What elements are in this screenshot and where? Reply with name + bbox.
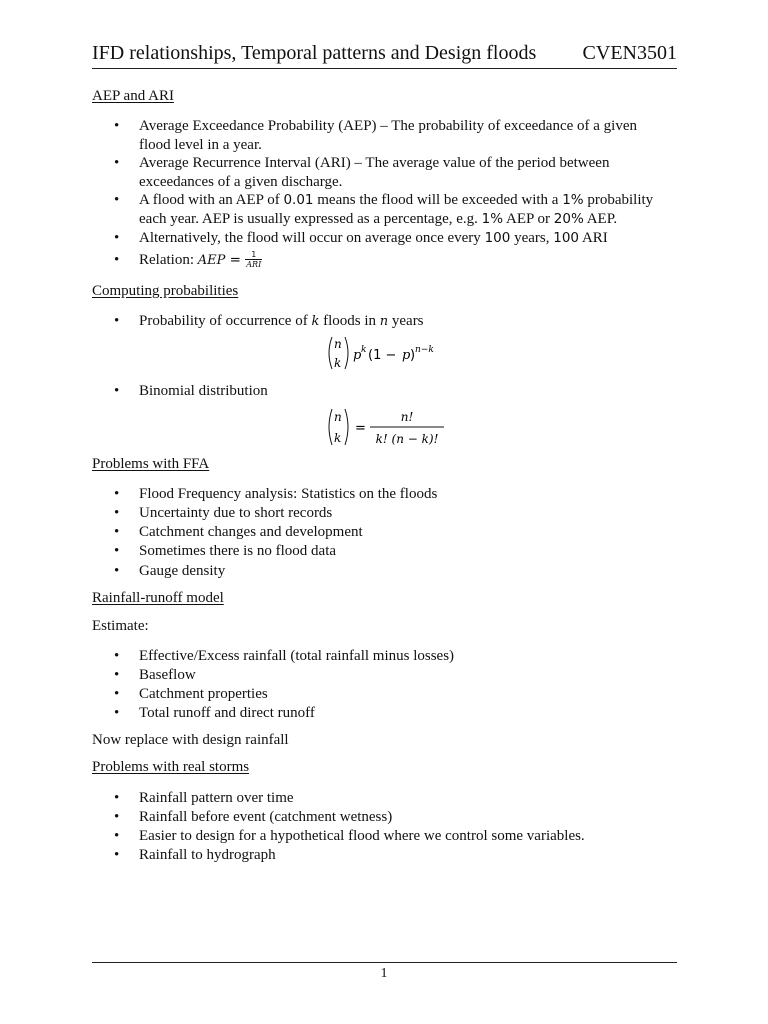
list-item bbox=[114, 154, 674, 192]
bullet-text: Average Recurrence Interval (ARI) – The average value of the period between exceedances of a given discharge. bbox=[139, 155, 610, 190]
relation-formula: Relation: AEP = $\frac{1}{\text{ARI}}$ bbox=[139, 250, 262, 270]
exponent-n-minus-k: n−k bbox=[415, 345, 434, 355]
list-item bbox=[114, 382, 674, 401]
bullet-text: Sometimes there is no flood data bbox=[139, 543, 337, 559]
bullet-text: Rainfall to hydrograph bbox=[139, 847, 276, 863]
bullet-text: Easier to design for a hypothetical flood where we control some variables. bbox=[139, 828, 585, 844]
binom-bottom: k bbox=[334, 356, 342, 370]
bullet-text: Effective/Excess rainfall (total rainfall minus losses) bbox=[139, 648, 455, 664]
bullet: • bbox=[114, 313, 120, 329]
bullet-text: Rainfall pattern over time bbox=[139, 790, 294, 806]
list-item bbox=[114, 504, 674, 523]
list-item bbox=[114, 647, 674, 666]
bullet: • bbox=[114, 486, 120, 502]
list-item bbox=[114, 485, 674, 504]
binomial-probability-equation bbox=[326, 334, 446, 374]
bullet-text: Total runoff and direct runoff bbox=[139, 705, 315, 721]
bullet: • bbox=[114, 667, 120, 683]
fraction: $\frac{1}{\text{ARI}}$ bbox=[246, 250, 262, 270]
footer-divider bbox=[92, 962, 677, 963]
binom-top: n bbox=[334, 337, 342, 351]
left-paren bbox=[329, 409, 332, 445]
list-item bbox=[114, 312, 674, 331]
list-item bbox=[114, 685, 674, 704]
one-minus: (1 − bbox=[368, 348, 397, 363]
section-heading-rainfall-runoff: Rainfall-runoff model bbox=[92, 590, 224, 606]
section-heading-problems-ffa: Problems with FFA bbox=[92, 456, 210, 472]
bullet-text: Binomial distribution bbox=[139, 383, 268, 399]
list-item bbox=[114, 251, 674, 270]
bullet: • bbox=[114, 252, 120, 268]
bullet-text: Flood Frequency analysis: Statistics on the floods bbox=[139, 486, 438, 502]
left-paren bbox=[329, 337, 332, 369]
binomial-coefficient-equation bbox=[326, 405, 451, 449]
bullet: • bbox=[114, 524, 120, 540]
right-paren bbox=[345, 337, 348, 369]
bullet-text: Alternatively, the flood will occur on average once every 100 years, 100 ARI bbox=[139, 230, 608, 246]
list-item bbox=[114, 827, 674, 846]
bullet: • bbox=[114, 383, 120, 399]
list-item bbox=[114, 229, 674, 248]
bullet-text: Catchment properties bbox=[139, 686, 268, 702]
bullet-text: Uncertainty due to short records bbox=[139, 505, 333, 521]
bullet: • bbox=[114, 155, 120, 171]
denominator: k! (n − k)! bbox=[375, 432, 439, 446]
binom-bottom: k bbox=[334, 431, 342, 445]
p-exponent: k bbox=[361, 345, 367, 355]
bullet: • bbox=[114, 809, 120, 825]
bullet: • bbox=[114, 790, 120, 806]
right-paren bbox=[345, 409, 348, 445]
p-symbol-2: p bbox=[402, 348, 411, 363]
bullet-text: Gauge density bbox=[139, 563, 226, 579]
section-heading-computing-probabilities: Computing probabilities bbox=[92, 283, 239, 299]
page-number: 1 bbox=[380, 966, 388, 981]
numerator: n! bbox=[400, 410, 414, 424]
document-title: IFD relationships, Temporal patterns and Design floods bbox=[92, 42, 537, 64]
estimate-label: Estimate: bbox=[92, 618, 149, 634]
page-header bbox=[92, 42, 677, 69]
bullet-text: Baseflow bbox=[139, 667, 196, 683]
binom-top: n bbox=[334, 410, 342, 424]
equals-sign: = bbox=[355, 421, 366, 436]
equation-graphic bbox=[326, 334, 446, 374]
bullet: • bbox=[114, 505, 120, 521]
equation-graphic bbox=[326, 405, 451, 449]
list-item bbox=[114, 704, 674, 723]
bullet: • bbox=[114, 563, 120, 579]
list-item bbox=[114, 808, 674, 827]
list-item bbox=[114, 789, 674, 808]
bullet: • bbox=[114, 648, 120, 664]
bullet-text: Catchment changes and development bbox=[139, 524, 363, 540]
bullet: • bbox=[114, 828, 120, 844]
bullet: • bbox=[114, 705, 120, 721]
bullet-text: Rainfall before event (catchment wetness) bbox=[139, 809, 393, 825]
bullet: • bbox=[114, 118, 120, 134]
list-item bbox=[114, 523, 674, 542]
section-heading-real-storms: Problems with real storms bbox=[92, 759, 250, 775]
list-item bbox=[114, 117, 674, 155]
bullet: • bbox=[114, 230, 120, 246]
list-item bbox=[114, 542, 674, 561]
bullet: • bbox=[114, 686, 120, 702]
bullet: • bbox=[114, 847, 120, 863]
bullet-text: Probability of occurrence of k floods in n years bbox=[139, 313, 424, 329]
section-heading-aep-ari: AEP and ARI bbox=[92, 88, 174, 104]
bullet: • bbox=[114, 543, 120, 559]
list-item bbox=[114, 846, 674, 865]
close-paren: ) bbox=[410, 348, 416, 363]
p-symbol: p bbox=[353, 348, 362, 363]
bullet: • bbox=[114, 192, 120, 208]
course-code: CVEN3501 bbox=[582, 42, 677, 64]
list-item bbox=[114, 562, 674, 581]
bullet-text: Average Exceedance Probability (AEP) – The probability of exceedance of a given flood level in a year. bbox=[139, 118, 637, 153]
list-item bbox=[114, 191, 674, 229]
replace-note: Now replace with design rainfall bbox=[92, 732, 289, 748]
list-item bbox=[114, 666, 674, 685]
bullet-text: A flood with an AEP of 0.01 means the flood will be exceeded with a 1% probability each year. AEP is usually expressed as a percentage, e.g. 1% AEP or 20% AEP. bbox=[139, 192, 654, 227]
